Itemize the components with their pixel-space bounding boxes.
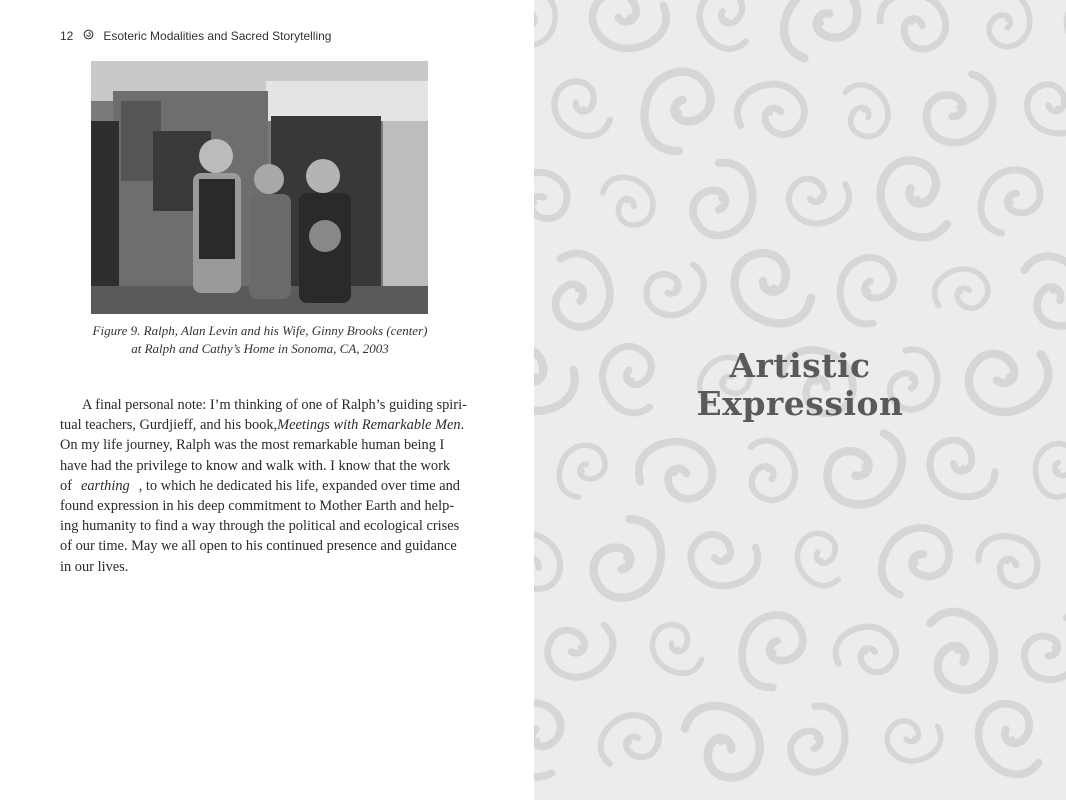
section-title-line1: Artistic: [729, 346, 871, 385]
figure-caption-line2: at Ralph and Cathy’s Home in Sonoma, CA, 2003: [131, 341, 389, 356]
body-paragraph: [60, 395, 467, 577]
body-line: ing humanity to find a way through the political and ecological crises: [60, 518, 460, 535]
running-title: Esoteric Modalities and Sacred Storytelling: [103, 29, 332, 43]
spiral-ornament-icon: [83, 29, 94, 43]
body-line: found expression in his deep commitment to Mother Earth and help-: [60, 497, 455, 514]
body-line: of our time. May we all open to his continued presence and guidance: [60, 538, 457, 555]
body-line: A final personal note: I’m thinking of one of Ralph’s guiding spiri-: [82, 397, 467, 413]
figure-caption-line1: Figure 9. Ralph, Alan Levin and his Wife, Ginny Brooks (center): [92, 323, 428, 338]
body-line: have had the privilege to know and walk with. I know that the work: [60, 457, 451, 474]
right-page: [534, 0, 1066, 800]
figure-photo: [91, 61, 428, 314]
body-line: On my life journey, Ralph was the most remarkable human being I: [60, 437, 445, 454]
body-line: tual teachers, Gurdjieff, and his book, Meetings with Remarkable Men .: [60, 417, 465, 434]
body-line: of earthing , to which he dedicated his life, expanded over time and: [60, 477, 460, 494]
body-line: in our lives.: [60, 558, 129, 575]
section-title-line2: Expression: [696, 384, 904, 423]
running-header: [60, 29, 331, 43]
page-number: 12: [60, 29, 74, 43]
